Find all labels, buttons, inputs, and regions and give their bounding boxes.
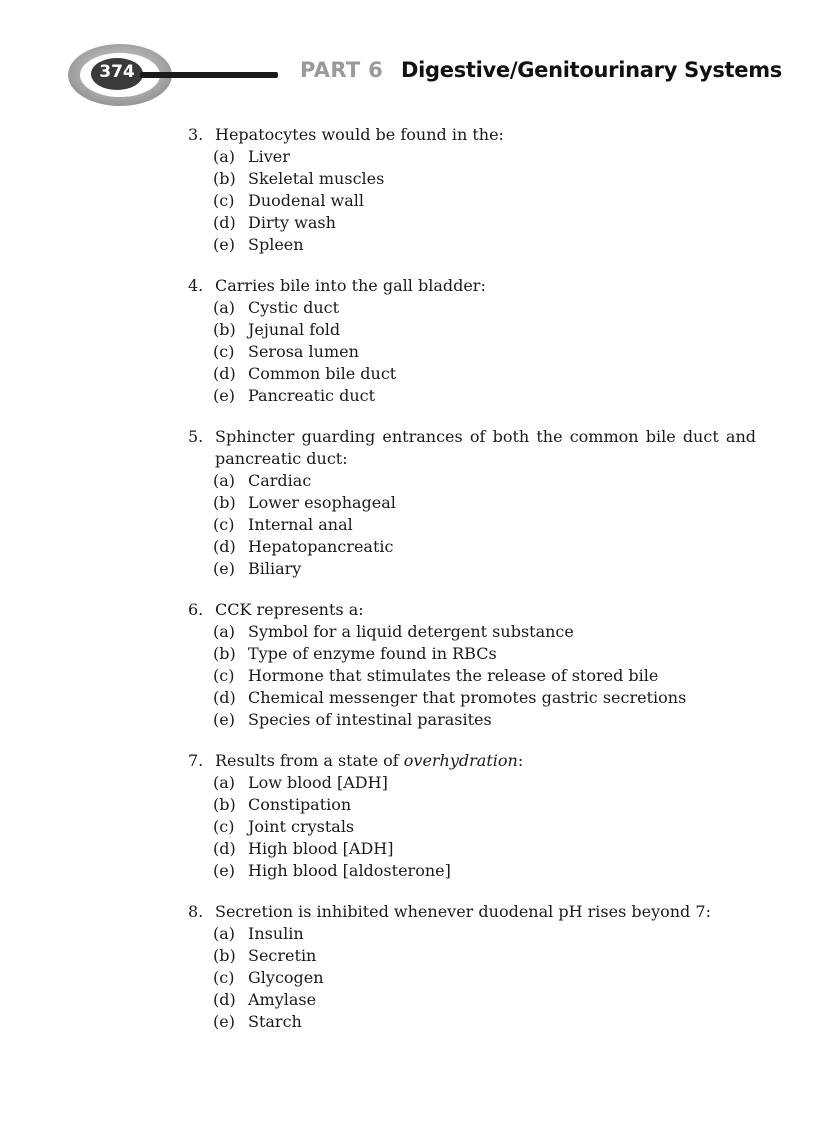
- option-letter: (b): [213, 644, 236, 663]
- option-a: [188, 146, 756, 168]
- option-text: Common bile duct: [248, 364, 397, 383]
- question-text: Sphincter guarding entrances of both the common bile duct and pancreatic duct:: [215, 427, 756, 468]
- question-number: 6.: [188, 600, 204, 619]
- option-text: Type of enzyme found in RBCs: [248, 644, 497, 663]
- option-c: [188, 967, 756, 989]
- option-text: Secretin: [248, 946, 317, 965]
- question-text: Hepatocytes would be found in the:: [215, 125, 504, 144]
- option-text: Cystic duct: [248, 298, 340, 317]
- option-e: [188, 558, 756, 580]
- option-letter: (d): [213, 537, 236, 556]
- option-letter: (c): [213, 191, 235, 210]
- option-text: Hepatopancreatic: [248, 537, 394, 556]
- option-text: Symbol for a liquid detergent substance: [248, 622, 574, 641]
- option-a: [188, 470, 756, 492]
- option-b: [188, 168, 756, 190]
- option-letter: (a): [213, 622, 236, 641]
- option-b: [188, 643, 756, 665]
- option-d: [188, 838, 756, 860]
- question-7: [188, 750, 756, 882]
- option-letter: (b): [213, 946, 236, 965]
- option-a: [188, 923, 756, 945]
- option-text: Pancreatic duct: [248, 386, 376, 405]
- question-text-tail: :: [517, 751, 524, 770]
- question-stem: [188, 275, 756, 297]
- option-letter: (d): [213, 839, 236, 858]
- option-e: [188, 385, 756, 407]
- option-letter: (b): [213, 795, 236, 814]
- option-text: Glycogen: [248, 968, 324, 987]
- question-text-lead: Results from a state of: [215, 751, 404, 770]
- option-d: [188, 687, 756, 709]
- question-number: 8.: [188, 902, 204, 921]
- option-e: [188, 234, 756, 256]
- option-c: [188, 341, 756, 363]
- question-5: [188, 426, 756, 580]
- option-d: [188, 536, 756, 558]
- question-number: 5.: [188, 427, 204, 446]
- question-number: 3.: [188, 125, 204, 144]
- option-c: [188, 665, 756, 687]
- option-text: Duodenal wall: [248, 191, 364, 210]
- option-text: Liver: [248, 147, 290, 166]
- option-letter: (d): [213, 364, 236, 383]
- question-text: [215, 750, 756, 772]
- question-list: [188, 124, 756, 1052]
- option-d: [188, 212, 756, 234]
- option-a: [188, 297, 756, 319]
- option-letter: (a): [213, 773, 236, 792]
- option-letter: (e): [213, 1012, 235, 1031]
- option-letter: (d): [213, 688, 236, 707]
- option-a: [188, 772, 756, 794]
- option-letter: (b): [213, 169, 236, 188]
- option-b: [188, 319, 756, 341]
- option-e: [188, 709, 756, 731]
- question-8: [188, 901, 756, 1033]
- option-letter: (e): [213, 386, 235, 405]
- option-d: [188, 363, 756, 385]
- option-text: Amylase: [248, 990, 317, 1009]
- option-letter: (a): [213, 471, 236, 490]
- part-label: PART 6: [300, 58, 383, 82]
- option-c: [188, 190, 756, 212]
- option-c: [188, 514, 756, 536]
- option-letter: (c): [213, 968, 235, 987]
- question-text: Secretion is inhibited whenever duodenal pH rises beyond 7:: [215, 902, 711, 921]
- option-text: Hormone that stimulates the release of stored bile: [248, 666, 659, 685]
- question-stem: [188, 599, 756, 621]
- option-text: Serosa lumen: [248, 342, 359, 361]
- part-title: Digestive/Genitourinary Systems: [401, 58, 782, 82]
- option-letter: (c): [213, 817, 235, 836]
- option-text: Joint crystals: [248, 817, 355, 836]
- question-3: [188, 124, 756, 256]
- question-text: Carries bile into the gall bladder:: [215, 276, 486, 295]
- option-letter: (d): [213, 990, 236, 1009]
- option-text: High blood [aldosterone]: [248, 861, 451, 880]
- option-c: [188, 816, 756, 838]
- option-text: Species of intestinal parasites: [248, 710, 492, 729]
- option-letter: (c): [213, 515, 235, 534]
- option-b: [188, 945, 756, 967]
- option-text: Insulin: [248, 924, 304, 943]
- page-number: 374: [99, 62, 135, 82]
- header-rule: [140, 72, 278, 78]
- question-6: [188, 599, 756, 731]
- question-4: [188, 275, 756, 407]
- option-text: Constipation: [248, 795, 352, 814]
- option-letter: (b): [213, 320, 236, 339]
- option-e: [188, 860, 756, 882]
- question-number: 4.: [188, 276, 204, 295]
- option-text: Internal anal: [248, 515, 353, 534]
- question-stem: [188, 901, 756, 923]
- option-b: [188, 492, 756, 514]
- option-letter: (c): [213, 342, 235, 361]
- option-letter: (b): [213, 493, 236, 512]
- option-text: Biliary: [248, 559, 302, 578]
- option-letter: (e): [213, 235, 235, 254]
- option-text: Starch: [248, 1012, 302, 1031]
- option-text: Low blood [ADH]: [248, 773, 388, 792]
- question-stem: [188, 124, 756, 146]
- question-stem: [188, 426, 756, 470]
- option-b: [188, 794, 756, 816]
- option-text: Skeletal muscles: [248, 169, 385, 188]
- option-letter: (a): [213, 298, 236, 317]
- question-text-emphasis: overhydration: [403, 751, 518, 770]
- option-letter: (d): [213, 213, 236, 232]
- option-text: Dirty wash: [248, 213, 336, 232]
- question-stem: [188, 750, 756, 772]
- option-a: [188, 621, 756, 643]
- option-text: Chemical messenger that promotes gastric secretions: [248, 688, 687, 707]
- option-letter: (e): [213, 710, 235, 729]
- option-e: [188, 1011, 756, 1033]
- option-text: Spleen: [248, 235, 304, 254]
- option-letter: (c): [213, 666, 235, 685]
- option-d: [188, 989, 756, 1011]
- option-text: Cardiac: [248, 471, 312, 490]
- question-number: 7.: [188, 751, 204, 770]
- option-text: Jejunal fold: [248, 320, 341, 339]
- page-header: [0, 0, 816, 120]
- option-letter: (e): [213, 559, 235, 578]
- option-letter: (e): [213, 861, 235, 880]
- option-letter: (a): [213, 147, 236, 166]
- option-text: Lower esophageal: [248, 493, 396, 512]
- option-text: High blood [ADH]: [248, 839, 394, 858]
- option-letter: (a): [213, 924, 236, 943]
- question-text: CCK represents a:: [215, 600, 364, 619]
